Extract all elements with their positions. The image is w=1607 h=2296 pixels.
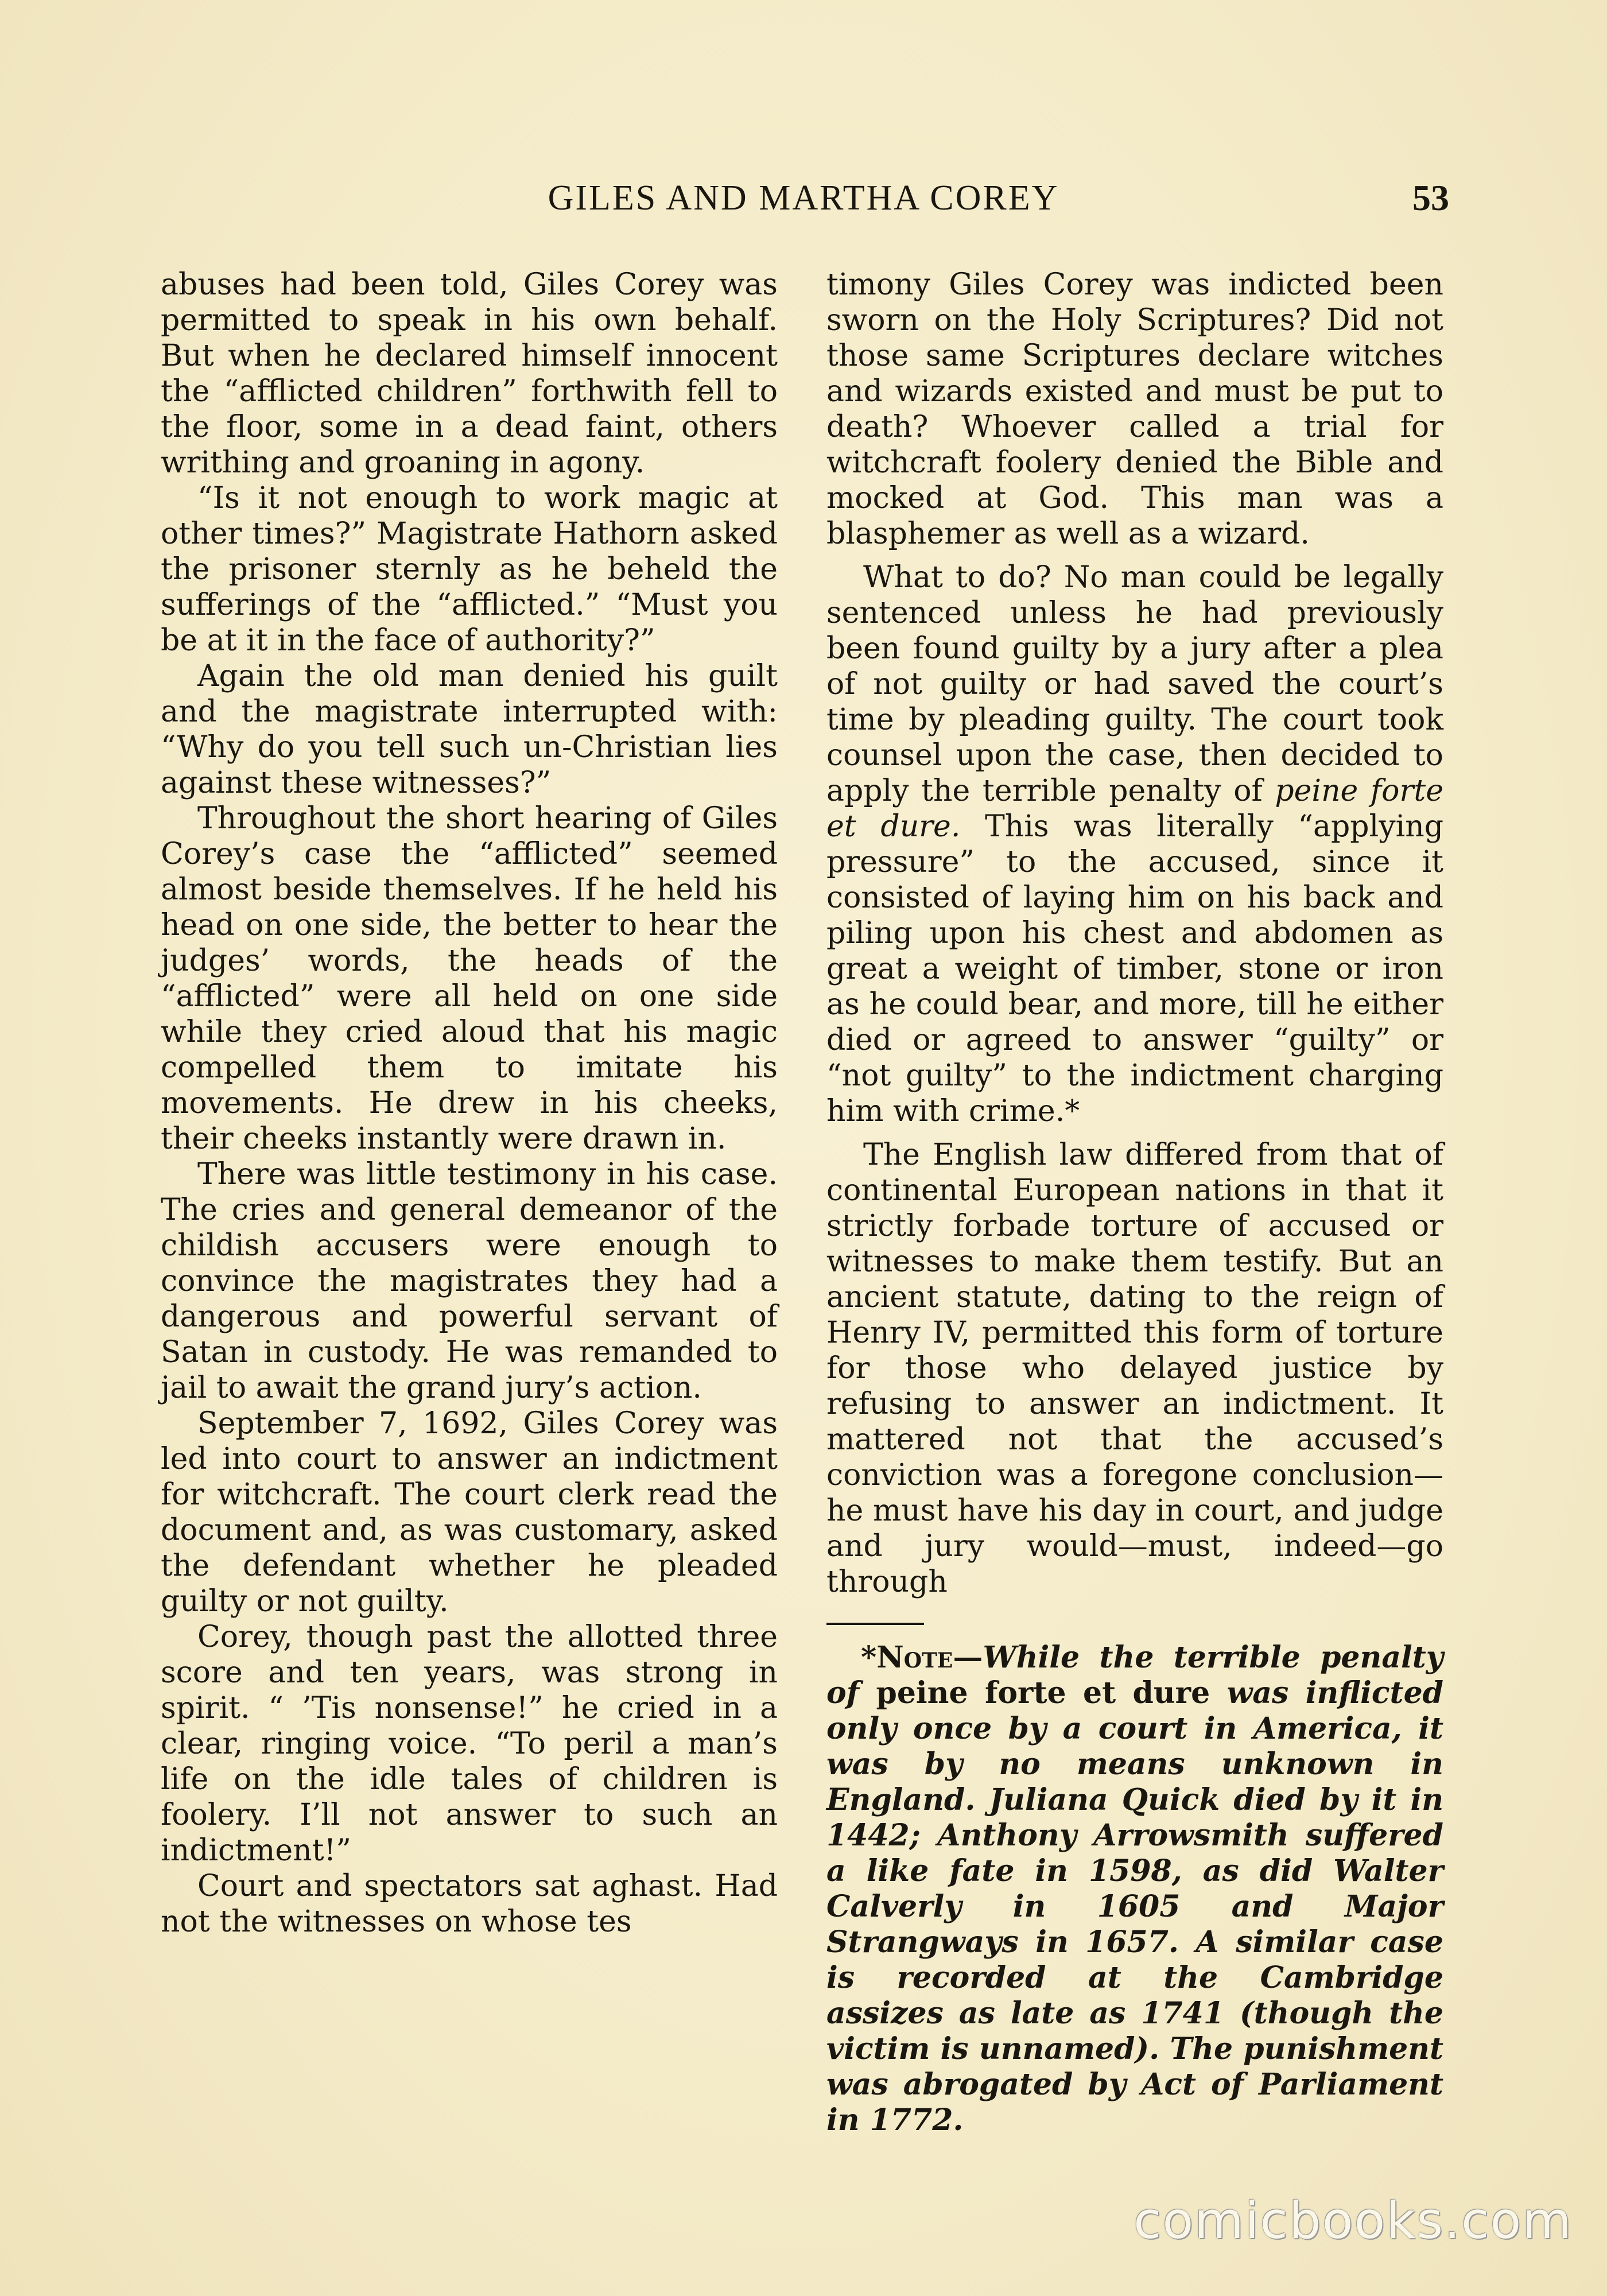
footnote-term: peine forte et dure bbox=[876, 1676, 1210, 1711]
paragraph: Corey, though past the allotted three score and ten years, was strong in spirit. “ ’Tis nonsense!” he cried in a clear, ringing voice. “To peril a man’s life on the idle tales of children is foolery. I’ll not answer to such an indictment!” bbox=[161, 1620, 778, 1868]
paragraph: There was little testimony in his case. The cries and general demeanor of the childish accusers were enough to convince the magistrates they had a dangerous and powerful servant of Satan in custody. He was remanded to jail to await the grand jury’s action. bbox=[161, 1157, 778, 1405]
left-column bbox=[161, 267, 778, 1940]
paragraph: The English law differed from that of continental European nations in that it strictly forbade torture of accused or witnesses to make them testify. But an ancient statute, dating to the reign of Henry IV, permitted this form of torture for those who delayed justice by refusing to answer an indictment. It mattered not that the accused’s conviction was a foregone conclusion—he must have his day in court, and judge and jury would—must, indeed—go through bbox=[826, 1138, 1443, 1599]
page-number: 53 bbox=[1412, 177, 1449, 218]
paragraph: “Is it not enough to work magic at other times?” Magistrate Hathorn asked the prisoner sternly as he beheld the sufferings of the “afflicted.” “Must you be at it in the face of authority?” bbox=[161, 481, 778, 658]
footnote-divider bbox=[826, 1623, 924, 1625]
paragraph-text: What to do? No man could be legally sentenced unless he had previously been found guilty by a jury after a plea of not guilty or had saved the court’s time by pleading guilty. The court took counsel upon the case, then decided to apply the terrible penalty of bbox=[826, 560, 1443, 808]
paragraph bbox=[826, 560, 1443, 1129]
paragraph: Throughout the short hearing of Giles Corey’s case the “afflicted” seemed almost beside themselves. If he held his head on one side, the better to hear the judges’ words, the heads of the “afflicted” were all held on one side while they cried aloud that his magic compelled them to imitate his movements. He drew in his cheeks, their cheeks instantly were drawn in. bbox=[161, 801, 778, 1156]
watermark-logo: comicbooks.com bbox=[1133, 2191, 1573, 2250]
running-title: GILES AND MARTHA COREY bbox=[548, 179, 1059, 218]
footnote-lead: *Note— bbox=[861, 1640, 983, 1675]
paragraph: September 7, 1692, Giles Corey was led into court to answer an indictment for witchcraft. The court clerk read the document and, as was customary, asked the defendant whether he pleaded guilty or not guilty. bbox=[161, 1406, 778, 1619]
paragraph: abuses had been told, Giles Corey was permitted to speak in his own behalf. But when he declared himself innocent the “afflicted children” forthwith fell to the floor, some in a dead faint, others writhing and groaning in agony. bbox=[161, 267, 778, 480]
footnote-text: While the terrible penalty of bbox=[826, 1640, 1443, 1711]
paragraph: Court and spectators sat aghast. Had not the witnesses on whose tes bbox=[161, 1869, 778, 1939]
page-header bbox=[158, 172, 1449, 224]
penalty-term: peine forte et dure. bbox=[826, 774, 1443, 844]
right-column bbox=[826, 267, 1443, 2138]
footnote-text: was inflicted only once by a court in America, it was by no means unknown in England. Juliana Quick died by it in 1442; Anthony Arrowsmith suffered a like fate in 1598, as did Walter Calverly in 1605 and Major Strangways in 1657. A similar case is recorded at the Cambridge assizes as late as 1741 (though the victim is unnamed). The punishment was abrogated by Act of Parliament in 1772. bbox=[826, 1676, 1444, 2138]
paragraph-text: This was literally “applying pressure” to the accused, since it consisted of laying him on his back and piling upon his chest and abdomen as great a weight of timber, stone or iron as he could bear, and more, till he either died or agreed to answer “guilty” or “not guilty” to the indictment charging him with crime.* bbox=[826, 809, 1444, 1128]
paragraph: timony Giles Corey was indicted been sworn on the Holy Scriptures? Did not those same Scriptures declare witches and wizards existed and must be put to death? Whoever called a trial for witchcraft foolery denied the Bible and mocked at God. This man was a blasphemer as well as a wizard. bbox=[826, 267, 1443, 551]
paragraph: Again the old man denied his guilt and the magistrate interrupted with: “Why do you tell such un-Christian lies against these witnesses?” bbox=[161, 659, 778, 800]
footnote bbox=[826, 1640, 1443, 2138]
